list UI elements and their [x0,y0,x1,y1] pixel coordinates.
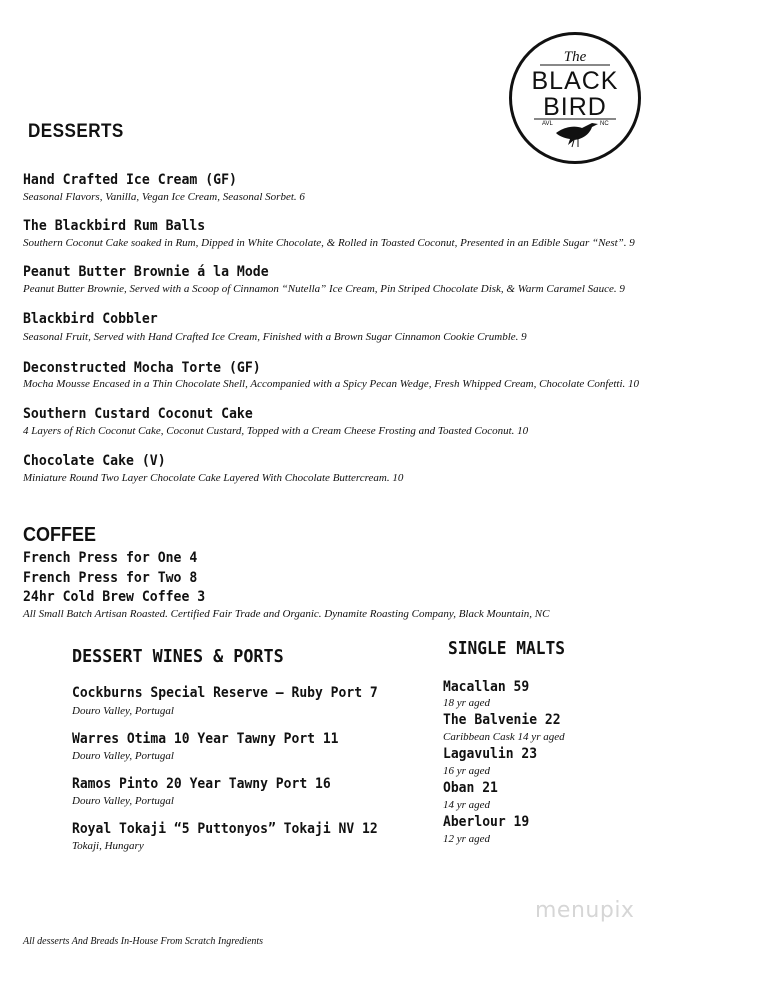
dessert-wines-heading: DESSERT WINES & PORTS [72,646,284,667]
coffee-item: 24hr Cold Brew Coffee 3 [23,589,206,605]
dessert-name: Deconstructed Mocha Torte (GF) [23,360,261,376]
wine-origin: Douro Valley, Portugal [72,795,174,807]
dessert-description: Miniature Round Two Layer Chocolate Cake Layered With Chocolate Buttercream. 10 [23,472,404,484]
dessert-description: Peanut Butter Brownie, Served with a Scoop of Cinnamon “Nutella” Ice Cream, Pin Striped Chocolate Disk, & Warm Caramel Sauce. 9 [23,283,625,295]
malt-age: 16 yr aged [443,765,491,777]
logo-bird-text: BIRD [543,93,607,121]
coffee-item: French Press for Two 8 [23,570,198,586]
malt-age: Caribbean Cask 14 yr aged [443,731,565,743]
malt-name: Aberlour 19 [443,814,530,830]
malt-age: 12 yr aged [443,833,491,845]
coffee-item: French Press for One 4 [23,550,198,566]
wine-origin: Douro Valley, Portugal [72,705,174,717]
dessert-name: Chocolate Cake (V) [23,453,166,469]
malt-age: 14 yr aged [443,799,491,811]
wine-name: Ramos Pinto 20 Year Tawny Port 16 [72,776,331,792]
dessert-name: Southern Custard Coconut Cake [23,406,253,422]
wine-name: Warres Otima 10 Year Tawny Port 11 [72,731,339,747]
blackbird-icon [556,123,598,147]
dessert-name: The Blackbird Rum Balls [23,218,206,234]
footer-note: All desserts And Breads In-House From Scratch Ingredients [23,936,264,947]
malt-name: Macallan 59 [443,679,530,695]
wine-origin: Tokaji, Hungary [72,840,144,852]
logo-location-right: NC [600,121,609,127]
single-malts-heading: SINGLE MALTS [448,638,566,659]
malt-name: Oban 21 [443,780,498,796]
logo-location-left: AVL [542,121,553,127]
desserts-heading: DESSERTS [28,121,124,142]
wine-origin: Douro Valley, Portugal [72,750,174,762]
malt-name: Lagavulin 23 [443,746,538,762]
malt-name: The Balvenie 22 [443,712,561,728]
wine-name: Royal Tokaji “5 Puttonyos” Tokaji NV 12 [72,821,378,837]
malt-age: 18 yr aged [443,697,491,709]
coffee-heading: COFFEE [23,524,97,546]
dessert-name: Blackbird Cobbler [23,311,158,327]
logo-black-text: BLACK [531,67,619,95]
coffee-note: All Small Batch Artisan Roasted. Certified Fair Trade and Organic. Dynamite Roasting Company, Black Mountain, NC [23,608,550,620]
menupix-watermark: menupix [535,898,635,923]
dessert-description: Seasonal Fruit, Served with Hand Crafted Ice Cream, Finished with a Brown Sugar Cinnamon Cookie Crumble. 9 [23,331,527,343]
dessert-description: Mocha Mousse Encased in a Thin Chocolate Shell, Accompanied with a Spicy Pecan Wedge, Fresh Whipped Cream, Chocolate Confetti. 10 [23,378,639,390]
dessert-description: 4 Layers of Rich Coconut Cake, Coconut Custard, Topped with a Cream Cheese Frosting and Toasted Coconut. 10 [23,425,529,437]
dessert-name: Hand Crafted Ice Cream (GF) [23,172,237,188]
blackbird-logo [509,32,641,164]
dessert-description: Southern Coconut Cake soaked in Rum, Dipped in White Chocolate, & Rolled in Toasted Coconut, Presented in an Edible Sugar “Nest”. 9 [23,237,635,249]
logo-the-text: The [563,49,587,65]
dessert-description: Seasonal Flavors, Vanilla, Vegan Ice Cream, Seasonal Sorbet. 6 [23,191,305,203]
dessert-name: Peanut Butter Brownie á la Mode [23,264,269,280]
wine-name: Cockburns Special Reserve – Ruby Port 7 [72,685,378,701]
